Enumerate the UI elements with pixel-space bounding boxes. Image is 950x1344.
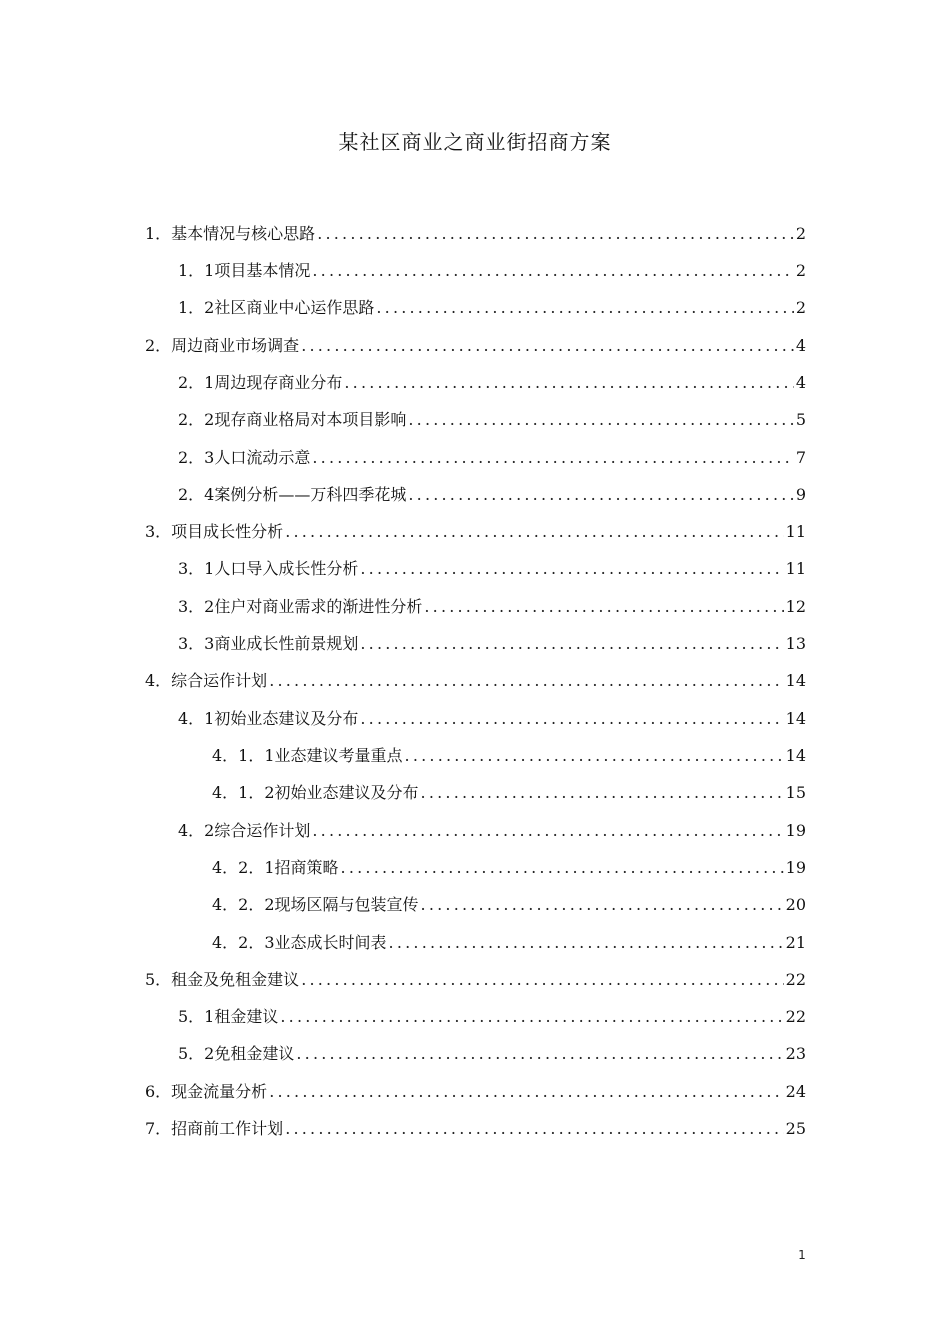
toc-entry-page: 20 xyxy=(785,895,806,914)
toc-entry[interactable] xyxy=(145,962,806,998)
toc-entry-label: 4．2．2现场区隔与包装宣传 xyxy=(212,895,419,914)
toc-entry-page: 22 xyxy=(785,1007,806,1026)
toc-entry[interactable] xyxy=(178,551,806,587)
toc-entry-label: 4．1．1业态建议考量重点 xyxy=(212,746,403,765)
toc-entry[interactable] xyxy=(178,253,806,289)
toc-entry[interactable] xyxy=(178,1036,806,1072)
toc-dot-leader xyxy=(341,850,784,886)
toc-entry-label: 6．现金流量分析 xyxy=(145,1082,268,1101)
toc-dot-leader xyxy=(269,1074,783,1110)
toc-entry-page: 21 xyxy=(785,933,806,952)
toc-dot-leader xyxy=(301,328,794,364)
toc-entry[interactable] xyxy=(178,290,806,326)
toc-entry-page: 2 xyxy=(795,224,806,243)
toc-entry[interactable] xyxy=(178,701,806,737)
page-number: 1 xyxy=(798,1248,806,1262)
toc-dot-leader xyxy=(408,402,793,438)
toc-entry[interactable] xyxy=(178,626,806,662)
toc-entry-page: 19 xyxy=(785,858,806,877)
toc-entry[interactable] xyxy=(212,738,806,774)
toc-entry[interactable] xyxy=(178,477,806,513)
toc-entry-page: 19 xyxy=(785,821,806,840)
toc-entry[interactable] xyxy=(145,514,806,550)
toc-entry[interactable] xyxy=(212,850,806,886)
toc-entry-label: 3．项目成长性分析 xyxy=(145,522,284,541)
toc-entry-label: 1．1项目基本情况 xyxy=(178,261,311,280)
toc-entry-page: 11 xyxy=(785,522,806,541)
toc-entry[interactable] xyxy=(145,663,806,699)
toc-dot-leader xyxy=(389,925,784,961)
toc-entry[interactable] xyxy=(145,1074,806,1110)
toc-entry-label: 4．1初始业态建议及分布 xyxy=(178,709,359,728)
toc-entry[interactable] xyxy=(212,775,806,811)
toc-entry[interactable] xyxy=(212,925,806,961)
toc-entry[interactable] xyxy=(212,887,806,923)
toc-dot-leader xyxy=(301,962,783,998)
toc-entry[interactable] xyxy=(145,216,806,252)
toc-entry-label: 2．4案例分析——万科四季花城 xyxy=(178,485,407,504)
toc-entry-label: 4．1．2初始业态建议及分布 xyxy=(212,783,419,802)
toc-entry-page: 4 xyxy=(795,373,806,392)
toc-entry-page: 14 xyxy=(785,671,806,690)
toc-dot-leader xyxy=(312,253,793,289)
toc-entry-page: 24 xyxy=(785,1082,806,1101)
toc-dot-leader xyxy=(285,1111,783,1147)
toc-dot-leader xyxy=(421,887,784,923)
toc-entry-label: 4．综合运作计划 xyxy=(145,671,268,690)
toc-dot-leader xyxy=(269,663,783,699)
toc-entry-page: 7 xyxy=(795,448,806,467)
toc-entry-page: 4 xyxy=(795,336,806,355)
toc-dot-leader xyxy=(424,589,783,625)
toc-entry-page: 11 xyxy=(785,559,806,578)
toc-entry-page: 2 xyxy=(795,261,806,280)
toc-entry-page: 2 xyxy=(795,298,806,317)
toc-dot-leader xyxy=(312,440,793,476)
toc-entry-label: 4．2．3业态成长时间表 xyxy=(212,933,387,952)
toc-entry[interactable] xyxy=(145,328,806,364)
toc-entry-label: 2．1周边现存商业分布 xyxy=(178,373,343,392)
toc-dot-leader xyxy=(360,551,783,587)
toc-dot-leader xyxy=(360,626,783,662)
toc-dot-leader xyxy=(285,514,783,550)
toc-entry[interactable] xyxy=(145,1111,806,1147)
toc-entry-page: 14 xyxy=(785,746,806,765)
toc-entry-page: 9 xyxy=(795,485,806,504)
toc-dot-leader xyxy=(421,775,784,811)
toc-entry-label: 2．3人口流动示意 xyxy=(178,448,311,467)
toc-entry-label: 2．2现存商业格局对本项目影响 xyxy=(178,410,407,429)
toc-entry-label: 5．1租金建议 xyxy=(178,1007,279,1026)
toc-entry-label: 2．周边商业市场调查 xyxy=(145,336,300,355)
toc-entry[interactable] xyxy=(178,813,806,849)
toc-entry-label: 5．租金及免租金建议 xyxy=(145,970,300,989)
toc-dot-leader xyxy=(280,999,783,1035)
toc-entry[interactable] xyxy=(178,999,806,1035)
toc-entry-page: 14 xyxy=(785,709,806,728)
toc-dot-leader xyxy=(296,1036,783,1072)
toc-entry-page: 15 xyxy=(785,783,806,802)
toc-entry-label: 3．3商业成长性前景规划 xyxy=(178,634,359,653)
toc-entry-page: 13 xyxy=(785,634,806,653)
toc-dot-leader xyxy=(360,701,783,737)
toc-dot-leader xyxy=(317,216,794,252)
toc-dot-leader xyxy=(405,738,784,774)
toc-entry-label: 4．2．1招商策略 xyxy=(212,858,339,877)
toc-dot-leader xyxy=(312,813,783,849)
toc-entry-page: 12 xyxy=(785,597,806,616)
toc-entry-label: 7．招商前工作计划 xyxy=(145,1119,284,1138)
toc-entry-label: 1．2社区商业中心运作思路 xyxy=(178,298,375,317)
toc-entry[interactable] xyxy=(178,365,806,401)
toc-dot-leader xyxy=(408,477,793,513)
toc-entry-page: 25 xyxy=(785,1119,806,1138)
toc-entry[interactable] xyxy=(178,440,806,476)
toc-entry-page: 5 xyxy=(795,410,806,429)
toc-entry-label: 1．基本情况与核心思路 xyxy=(145,224,316,243)
toc-entry-label: 5．2免租金建议 xyxy=(178,1044,295,1063)
toc-entry-page: 22 xyxy=(785,970,806,989)
toc-entry[interactable] xyxy=(178,402,806,438)
toc-entry-page: 23 xyxy=(785,1044,806,1063)
toc-entry[interactable] xyxy=(178,589,806,625)
toc-entry-label: 3．2住户对商业需求的渐进性分析 xyxy=(178,597,423,616)
toc-dot-leader xyxy=(376,290,793,326)
document-title: 某社区商业之商业街招商方案 xyxy=(338,130,612,154)
toc-entry-label: 4．2综合运作计划 xyxy=(178,821,311,840)
toc-dot-leader xyxy=(344,365,793,401)
toc-entry-label: 3．1人口导入成长性分析 xyxy=(178,559,359,578)
